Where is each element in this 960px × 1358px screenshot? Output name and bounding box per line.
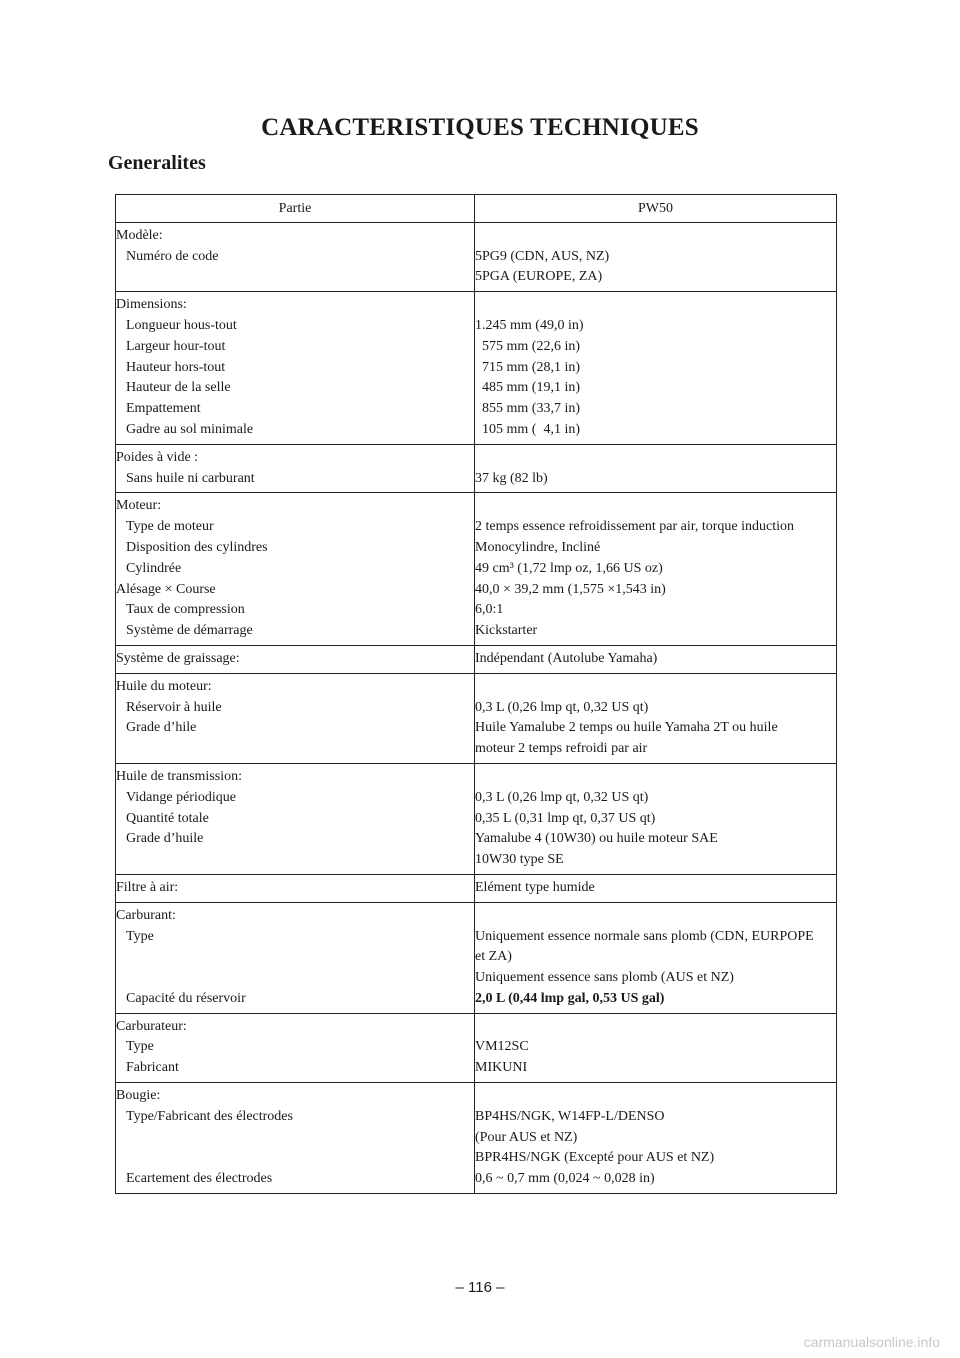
- specifications-body: [116, 222, 837, 1193]
- part-label: Longueur hous-tout: [126, 317, 237, 333]
- value-cell: [475, 902, 837, 1013]
- spec-value: 0,3 L (0,26 lmp qt, 0,32 US qt): [475, 699, 649, 715]
- part-label: Système de démarrage: [126, 623, 253, 639]
- part-label: [116, 739, 474, 760]
- part-label: Disposition des cylindres: [126, 539, 268, 555]
- spec-value: [475, 226, 836, 247]
- spec-value: [475, 677, 836, 698]
- spec-value: 6,0:1: [475, 602, 504, 618]
- spec-value: [475, 906, 836, 927]
- table-row: [116, 222, 837, 291]
- spec-value: [475, 295, 836, 316]
- part-cell: [116, 1083, 475, 1194]
- table-row: [116, 673, 837, 763]
- spec-value: 715 mm (28,1 in): [475, 359, 580, 375]
- spec-value: 5PGA (EUROPE, ZA): [475, 269, 603, 285]
- spec-value: [475, 767, 836, 788]
- specifications-table: [115, 194, 837, 1194]
- part-label: Filtre à air:: [116, 879, 179, 895]
- spec-value: Huile Yamalube 2 temps ou huile Yamaha 2T ou huile: [475, 720, 778, 736]
- spec-value: 485 mm (19,1 in): [475, 380, 580, 396]
- part-label: Moteur:: [116, 498, 162, 514]
- table-row: [116, 1083, 837, 1194]
- spec-value: 0,3 L (0,26 lmp qt, 0,32 US qt): [475, 789, 649, 805]
- part-label: Capacité du réservoir: [126, 990, 246, 1006]
- part-cell: [116, 222, 475, 291]
- part-cell: [116, 874, 475, 902]
- spec-value: 575 mm (22,6 in): [475, 338, 580, 354]
- spec-value: Uniquement essence normale sans plomb (CDN, EURPOPE: [475, 928, 814, 944]
- spec-value: 2 temps essence refroidissement par air, torque induction: [475, 519, 795, 535]
- table-row: [116, 902, 837, 1013]
- part-label: Type: [126, 928, 154, 944]
- spec-value: [475, 448, 836, 469]
- value-cell: [475, 673, 837, 763]
- part-label: Largeur hour-tout: [126, 338, 226, 354]
- table-header-row: [116, 195, 837, 223]
- part-label: [116, 1128, 474, 1149]
- value-cell: [475, 874, 837, 902]
- spec-value: et ZA): [475, 949, 512, 965]
- section-heading: Generalites: [108, 152, 206, 174]
- part-label: Fabricant: [126, 1060, 179, 1076]
- part-label: Huile du moteur:: [116, 678, 212, 694]
- table-row: [116, 1013, 837, 1082]
- part-label: [116, 947, 474, 968]
- part-label: [116, 968, 474, 989]
- spec-value: [475, 1086, 836, 1107]
- part-cell: [116, 1013, 475, 1082]
- spec-value: Yamalube 4 (10W30) ou huile moteur SAE: [475, 831, 718, 847]
- part-cell: [116, 902, 475, 1013]
- spec-value: [475, 1017, 836, 1038]
- part-label: Carburateur:: [116, 1018, 187, 1034]
- spec-value: MIKUNI: [475, 1060, 528, 1076]
- spec-value: VM12SC: [475, 1039, 529, 1055]
- value-cell: [475, 763, 837, 874]
- part-label: Poides à vide :: [116, 449, 199, 465]
- spec-value: 40,0 × 39,2 mm (1,575 ×1,543 in): [475, 581, 666, 597]
- value-cell: [475, 645, 837, 673]
- page-title: CARACTERISTIQUES TECHNIQUES: [261, 114, 699, 141]
- value-cell: [475, 444, 837, 493]
- column-header-model: PW50: [475, 195, 837, 223]
- part-label: Modèle:: [116, 227, 163, 243]
- spec-value: [475, 496, 836, 517]
- part-label: Quantité totale: [126, 810, 209, 826]
- part-cell: [116, 493, 475, 646]
- part-label: Dimensions:: [116, 297, 187, 313]
- spec-value: Monocylindre, Incliné: [475, 539, 601, 555]
- table-row: [116, 645, 837, 673]
- spec-value: 5PG9 (CDN, AUS, NZ): [475, 248, 610, 264]
- spec-value: Kickstarter: [475, 623, 538, 639]
- spec-value: 0,6 ~ 0,7 mm (0,024 ~ 0,028 in): [475, 1171, 655, 1187]
- value-cell: [475, 292, 837, 445]
- part-cell: [116, 444, 475, 493]
- spec-value: 1.245 mm (49,0 in): [475, 317, 584, 333]
- part-label: Réservoir à huile: [126, 699, 222, 715]
- spec-value: Uniquement essence sans plomb (AUS et NZ): [475, 970, 734, 986]
- part-cell: [116, 763, 475, 874]
- part-label: Bougie:: [116, 1088, 161, 1104]
- spec-value: moteur 2 temps refroidi par air: [475, 741, 648, 757]
- part-label: [116, 267, 474, 288]
- table-row: [116, 874, 837, 902]
- part-label: Huile de transmission:: [116, 768, 242, 784]
- spec-value: 0,35 L (0,31 lmp qt, 0,37 US qt): [475, 810, 656, 826]
- table-row: [116, 763, 837, 874]
- spec-value: 10W30 type SE: [475, 852, 564, 868]
- value-cell: [475, 222, 837, 291]
- part-label: Empattement: [126, 401, 201, 417]
- table-row: [116, 292, 837, 445]
- part-label: Ecartement des électrodes: [126, 1171, 273, 1187]
- part-label: Grade d’huile: [126, 831, 204, 847]
- part-cell: [116, 673, 475, 763]
- part-label: Hauteur hors-tout: [126, 359, 226, 375]
- part-label: Grade d’hile: [126, 720, 197, 736]
- spec-value: 37 kg (82 lb): [475, 470, 548, 486]
- table-row: [116, 444, 837, 493]
- part-label: Sans huile ni carburant: [126, 470, 255, 486]
- part-label: Système de graissage:: [116, 650, 240, 666]
- spec-value: (Pour AUS et NZ): [475, 1129, 578, 1145]
- part-label: Hauteur de la selle: [126, 380, 231, 396]
- page-number: – 116 –: [455, 1279, 505, 1296]
- column-header-part: Partie: [116, 195, 475, 223]
- spec-value: BPR4HS/NGK (Excepté pour AUS et NZ): [475, 1150, 715, 1166]
- spec-value: 105 mm ( 4,1 in): [475, 421, 580, 437]
- value-cell: [475, 1083, 837, 1194]
- part-label: Alésage × Course: [116, 581, 216, 597]
- spec-value: Indépendant (Autolube Yamaha): [475, 650, 658, 666]
- part-label: Gadre au sol minimale: [126, 421, 254, 437]
- part-label: Type/Fabricant des électrodes: [126, 1108, 293, 1124]
- spec-value: 49 cm³ (1,72 lmp oz, 1,66 US oz): [475, 560, 663, 576]
- part-label: [116, 1148, 474, 1169]
- part-label: Type: [126, 1039, 154, 1055]
- part-label: Vidange périodique: [126, 789, 236, 805]
- part-label: Taux de compression: [126, 602, 245, 618]
- table-row: [116, 493, 837, 646]
- spec-value: Elément type humide: [475, 879, 595, 895]
- part-cell: [116, 292, 475, 445]
- spec-value: 2,0 L (0,44 lmp gal, 0,53 US gal): [475, 990, 665, 1006]
- part-label: Numéro de code: [126, 248, 219, 264]
- value-cell: [475, 1013, 837, 1082]
- part-cell: [116, 645, 475, 673]
- part-label: Cylindrée: [126, 560, 182, 576]
- part-label: Carburant:: [116, 907, 176, 923]
- part-label: [116, 850, 474, 871]
- part-label: Type de moteur: [126, 519, 214, 535]
- spec-value: BP4HS/NGK, W14FP-L/DENSO: [475, 1108, 665, 1124]
- value-cell: [475, 493, 837, 646]
- spec-value: 855 mm (33,7 in): [475, 401, 580, 417]
- watermark: carmanualsonline.info: [803, 1334, 940, 1350]
